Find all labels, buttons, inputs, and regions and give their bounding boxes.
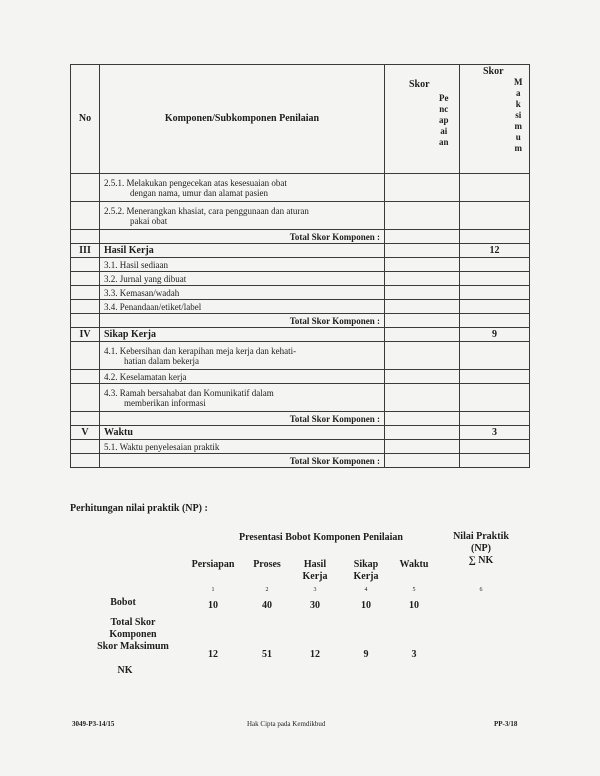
skor-maksimum-letter: m xyxy=(514,143,522,153)
np-section-title: Perhitungan nilai praktik (NP) : xyxy=(70,503,208,514)
item-4-1: 4.1. Kebersihan dan kerapihan meja kerja dan kehati- hatian dalam bekerja xyxy=(100,342,385,370)
section-number: IV xyxy=(71,328,100,342)
np-col-index: 1 xyxy=(211,587,215,593)
np-col-index: 6 xyxy=(479,587,483,593)
skor-pencapaian-letter: an xyxy=(439,137,449,147)
skor-maksimum-letter: M xyxy=(514,77,523,87)
section-max-score: 12 xyxy=(460,244,530,258)
item-2-5-2: 2.5.2. Menerangkan khasiat, cara penggunaan dan aturan pakai obat xyxy=(100,202,385,230)
skor-maksimum-title: Skor xyxy=(483,66,504,77)
np-col-hasil-kerja: Hasil Kerja xyxy=(302,559,328,582)
np-bobot-value: 40 xyxy=(262,600,272,611)
table-row xyxy=(71,440,530,454)
section-header-row xyxy=(71,328,530,342)
total-row xyxy=(71,412,530,426)
skor-maksimum-letters xyxy=(514,77,523,154)
section-header-row xyxy=(71,244,530,258)
total-row xyxy=(71,230,530,244)
np-row-bobot-label: Bobot xyxy=(110,597,136,608)
header-skor-maksimum xyxy=(460,65,530,174)
table-row xyxy=(71,174,530,202)
footer-page-number: PP-3/18 xyxy=(494,720,518,728)
table-row xyxy=(71,370,530,384)
np-col-persiapan: Persiapan xyxy=(191,559,235,570)
np-col-index: 2 xyxy=(265,587,269,593)
header-no: No xyxy=(71,65,100,174)
skor-maksimum-letter: a xyxy=(516,88,521,98)
np-right-header: Nilai Praktik (NP) ∑ NK xyxy=(453,531,509,566)
total-label: Total Skor Komponen : xyxy=(100,314,385,328)
item-4-3: 4.3. Ramah bersahabat dan Komunikatif dalam memberikan informasi xyxy=(100,384,385,412)
section-max-score: 3 xyxy=(460,426,530,440)
item-2-5-1: 2.5.1. Melakukan pengecekan atas kesesuaian obat dengan nama, umur dan alamat pasien xyxy=(100,174,385,202)
skor-maksimum-letter: u xyxy=(515,132,521,142)
np-bobot-value: 30 xyxy=(310,600,320,611)
header-komponen: Komponen/Subkomponen Penilaian xyxy=(100,65,385,174)
footer-copyright: Hak Cipta pada Kemdikbud xyxy=(247,720,326,728)
skor-maksimum-letter: k xyxy=(515,99,521,109)
total-row xyxy=(71,454,530,468)
np-row-total-label: Total Skor Komponen Skor Maksimum xyxy=(97,617,169,652)
section-title: Waktu xyxy=(100,426,385,440)
np-bobot-value: 10 xyxy=(361,600,371,611)
section-header-row xyxy=(71,426,530,440)
np-col-index: 3 xyxy=(313,587,317,593)
np-col-index: 4 xyxy=(364,587,368,593)
footer-doc-code: 3049-P3-14/15 xyxy=(72,720,115,728)
section-title: Hasil Kerja xyxy=(100,244,385,258)
np-col-waktu: Waktu xyxy=(399,559,429,570)
np-total-value: 9 xyxy=(363,649,369,660)
np-col-proses: Proses xyxy=(253,559,281,570)
skor-maksimum-letter: m xyxy=(514,121,522,131)
np-col-index: 5 xyxy=(412,587,416,593)
np-bobot-value: 10 xyxy=(409,600,419,611)
skor-pencapaian-letters xyxy=(439,93,449,148)
section-number: III xyxy=(71,244,100,258)
header-skor-pencapaian xyxy=(385,65,460,174)
table-row xyxy=(71,384,530,412)
np-total-value: 12 xyxy=(208,649,218,660)
skor-pencapaian-title: Skor xyxy=(409,79,430,90)
item-3-3: 3.3. Kemasan/wadah xyxy=(100,286,385,300)
np-col-sikap-kerja: Sikap Kerja xyxy=(353,559,379,582)
np-total-value: 3 xyxy=(411,649,417,660)
assessment-table xyxy=(70,64,530,468)
np-bobot-value: 10 xyxy=(208,600,218,611)
section-max-score: 9 xyxy=(460,328,530,342)
skor-pencapaian-letter: Pe xyxy=(439,93,449,103)
table-row xyxy=(71,258,530,272)
np-total-value: 51 xyxy=(262,649,272,660)
table-row xyxy=(71,202,530,230)
total-label: Total Skor Komponen : xyxy=(100,230,385,244)
table-row xyxy=(71,286,530,300)
total-row xyxy=(71,314,530,328)
table-row xyxy=(71,300,530,314)
item-3-1: 3.1. Hasil sediaan xyxy=(100,258,385,272)
item-4-2: 4.2. Keselamatan kerja xyxy=(100,370,385,384)
total-label: Total Skor Komponen : xyxy=(100,454,385,468)
table-row xyxy=(71,272,530,286)
np-row-nk-label: NK xyxy=(117,665,133,676)
item-3-2: 3.2. Jurnal yang dibuat xyxy=(100,272,385,286)
table-row xyxy=(71,342,530,370)
skor-pencapaian-letter: nc xyxy=(439,104,449,114)
section-title: Sikap Kerja xyxy=(100,328,385,342)
item-3-4: 3.4. Penandaan/etiket/label xyxy=(100,300,385,314)
table-header-row xyxy=(71,65,530,174)
item-5-1: 5.1. Waktu penyelesaian praktik xyxy=(100,440,385,454)
np-total-value: 12 xyxy=(310,649,320,660)
total-label: Total Skor Komponen : xyxy=(100,412,385,426)
skor-maksimum-letter: si xyxy=(515,110,522,120)
skor-pencapaian-letter: ai xyxy=(440,126,448,136)
section-number: V xyxy=(71,426,100,440)
skor-pencapaian-letter: ap xyxy=(439,115,449,125)
np-bobot-header: Presentasi Bobot Komponen Penilaian xyxy=(239,532,403,543)
